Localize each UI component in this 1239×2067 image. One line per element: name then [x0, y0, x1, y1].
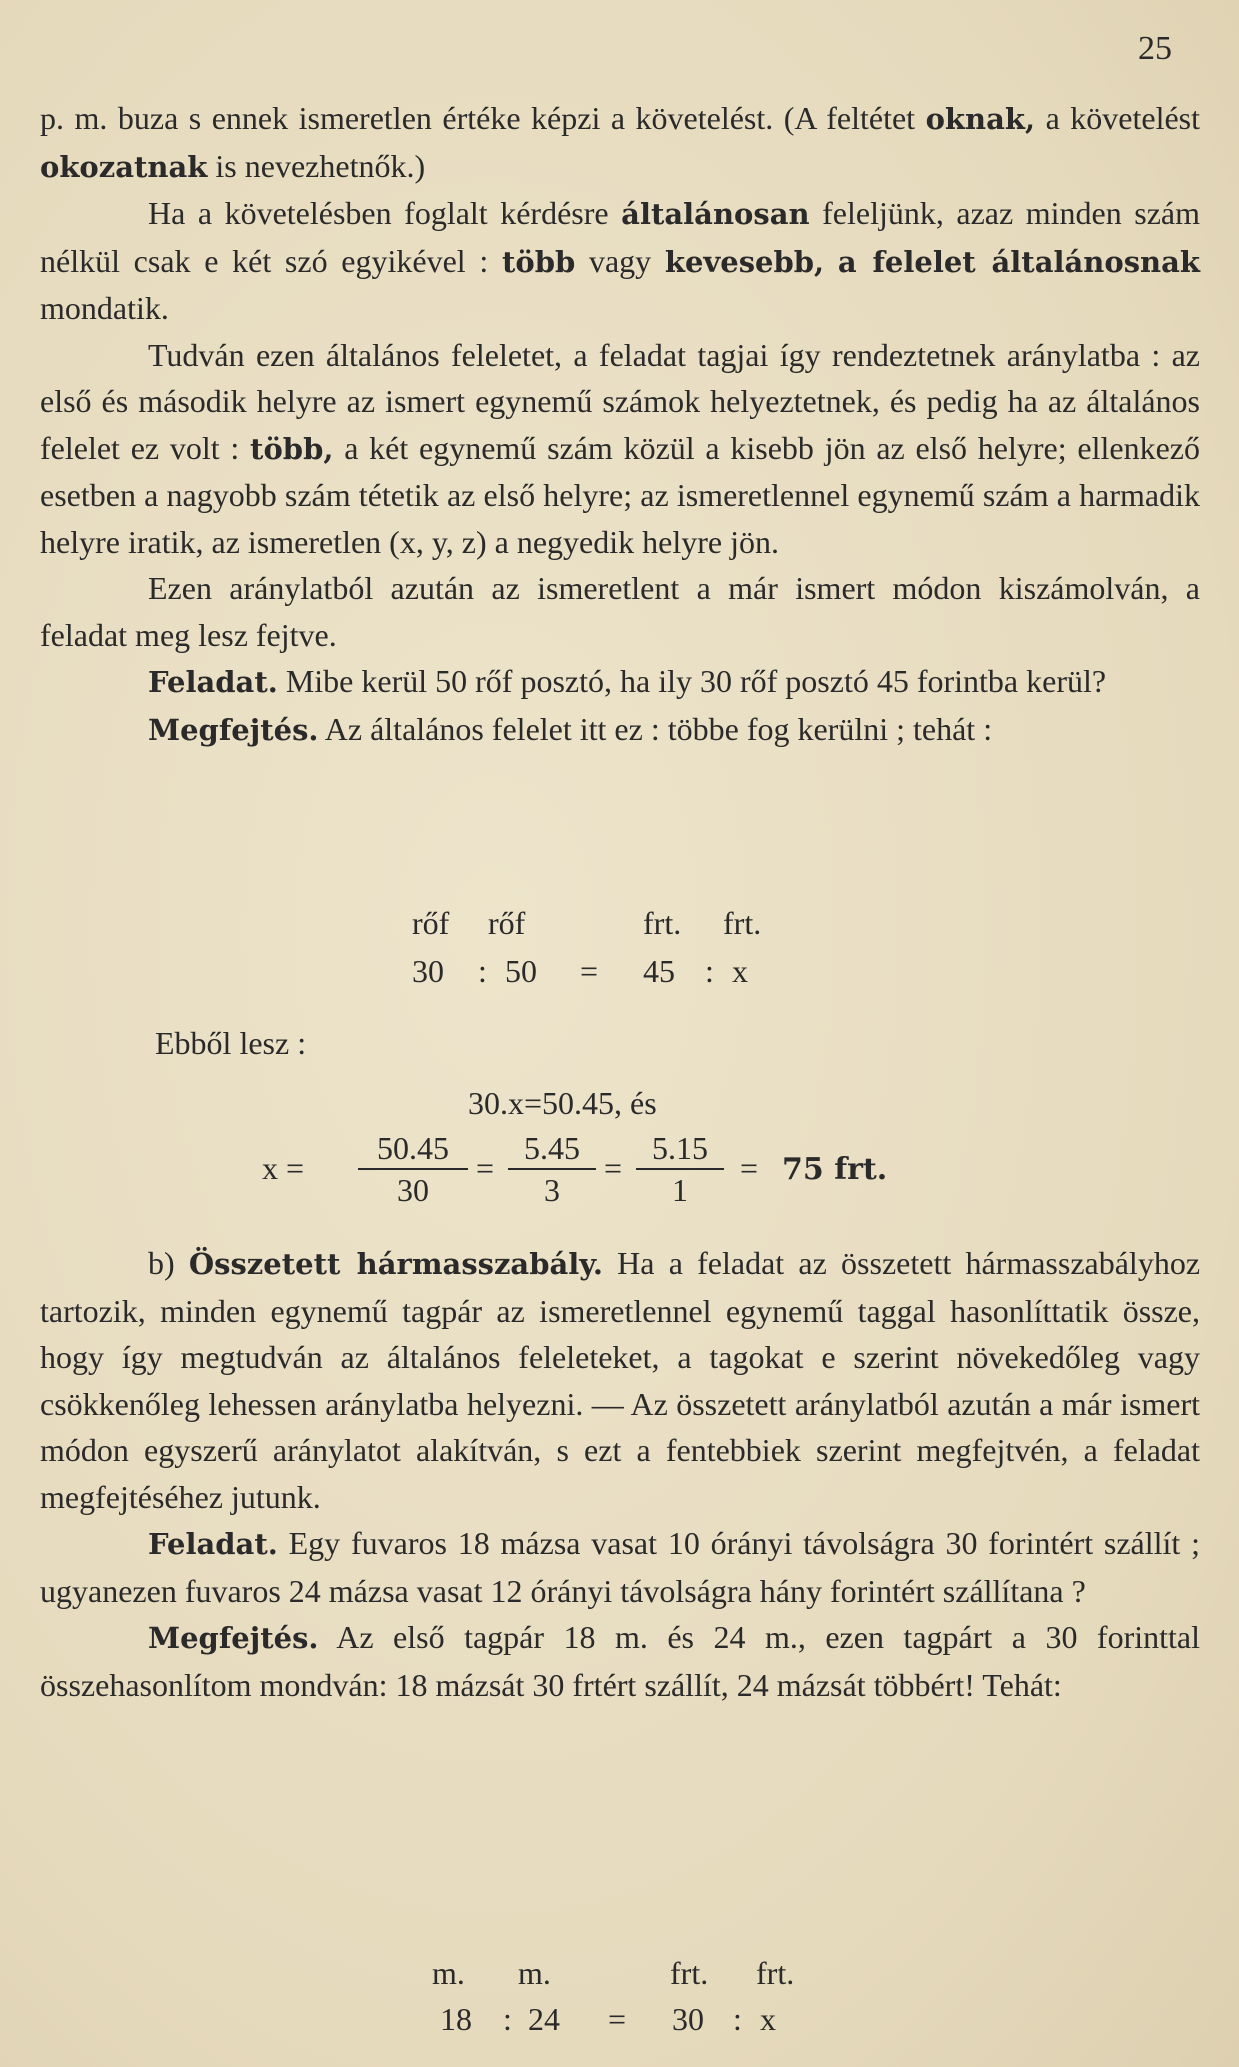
fraction-2: [508, 1128, 596, 1210]
fraction-1-numerator: 50.45: [358, 1128, 468, 1170]
ratio-1-unit-3: frt.: [643, 905, 682, 941]
ratio-2-unit-3: frt.: [670, 1955, 709, 1991]
equation-2-equals-a: =: [476, 1150, 495, 1186]
ratio-2-unit-1: m.: [432, 1955, 465, 1991]
ratio-2: [40, 1955, 1200, 2050]
equation-2: [40, 1128, 1200, 1223]
body-text-bottom: [40, 1240, 1200, 1708]
fraction-3: [636, 1128, 724, 1210]
paragraph-8-feladat: Feladat. Egy fuvaros 18 mázsa vasat 10 órányi távolságra 30 forintért szállít ; ugyanezen fuvaros 24 mázsa vasat 12 órányi távolságra hány forintért szállítana ?: [40, 1525, 1200, 1609]
equation-1: [40, 1085, 1200, 1131]
fraction-1-denominator: 30: [397, 1172, 429, 1208]
ratio-2-term-1: 18: [440, 2001, 472, 2037]
ratio-2-term-2: 24: [528, 2001, 560, 2037]
ratio-1: [40, 905, 1200, 995]
ratio-2-equals: =: [608, 2001, 627, 2037]
paragraph-4: Ezen aránylatból azután az ismeretlent a már ismert módon kiszámolván, a feladat meg lesz fejtve.: [40, 570, 1200, 653]
ratio-1-colon-2: :: [705, 953, 714, 989]
fraction-2-denominator: 3: [544, 1172, 560, 1208]
fraction-2-numerator: 5.45: [508, 1128, 596, 1170]
ratio-1-colon-1: :: [478, 953, 487, 989]
paragraph-9-megfejtes: Megfejtés. Az első tagpár 18 m. és 24 m., ezen tagpárt a 30 forinttal összehasonlítom mondván: 18 mázsát 30 frtért szállít, 24 mázsát többért! Tehát:: [40, 1619, 1200, 1703]
page-number: 25: [1138, 30, 1172, 67]
equation-2-equals-b: =: [604, 1150, 623, 1186]
fraction-3-denominator: 1: [672, 1172, 688, 1208]
ratio-2-unit-2: m.: [518, 1955, 551, 1991]
ratio-1-term-1: 30: [412, 953, 444, 989]
ratio-2-term-4: x: [760, 2001, 776, 2037]
paragraph-3: Tudván ezen általános feleletet, a feladat tagjai így rendeztetnek aránylatba : az első és második helyre az ismert egynemű számok helyeztetnek, és pedig ha az általános felelet ez volt : több, a két egynemű szám közül a kisebb jön az első helyre; ellenkező esetben a nagyobb szám tétetik az első helyre; az ismeretlennel egynemű szám a harmadik helyre iratik, az ismeretlen (x, y, z) a negyedik helyre jön.: [40, 336, 1200, 560]
ratio-1-term-4: x: [732, 953, 748, 989]
ratio-1-unit-4: frt.: [723, 905, 762, 941]
ratio-2-term-3: 30: [672, 2001, 704, 2037]
ratio-2-unit-4: frt.: [756, 1955, 795, 1991]
ratio-2-colon-2: :: [733, 2001, 742, 2037]
ebbol-lesz: Ebből lesz :: [155, 1025, 307, 1061]
equation-2-result: 75 frt.: [782, 1152, 888, 1187]
ratio-1-unit-1: rőf: [412, 905, 450, 941]
equation-2-lhs: x =: [262, 1150, 305, 1186]
book-page: [40, 0, 1200, 2067]
ratio-1-equals: =: [580, 953, 599, 989]
paragraph-7-osszetett: b) Összetett hármasszabály. Ha a feladat az összetett hármasszabályhoz tartozik, minden egynemű tagpár az ismeretlennel egynemű taggal hasonlíttatik össze, hogy így megtudván az általános feleleteket, a tagokat e szerint növekedőleg vagy csökkenőleg lehessen aránylatba helyezni. — Az összetett aránylatból azután a már ismert módon egyszerű aránylatot alakítván, s ezt a fentebbiek szerint megfejtvén, a feladat megfejtéséhez jutunk.: [40, 1245, 1201, 1515]
fraction-1: [358, 1128, 468, 1210]
paragraph-1: p. m. buza s ennek ismeretlen értéke képzi a követelést. (A feltétet oknak, a követelést okozatnak is nevezhetnők.): [40, 100, 1200, 184]
paragraph-5-feladat: Feladat. Mibe kerül 50 rőf posztó, ha ily 30 rőf posztó 45 forintba kerül?: [148, 663, 1107, 699]
ebbol-lesz-line: [40, 1025, 1200, 1071]
ratio-2-colon-1: :: [503, 2001, 512, 2037]
equation-2-equals-c: =: [740, 1150, 759, 1186]
fraction-3-numerator: 5.15: [636, 1128, 724, 1170]
ratio-1-term-3: 45: [643, 953, 675, 989]
paragraph-6-megfejtes: Megfejtés. Az általános felelet itt ez : többe fog kerülni ; tehát :: [148, 710, 993, 747]
body-text-top: [40, 95, 1200, 753]
ratio-1-unit-2: rőf: [488, 905, 526, 941]
equation-1-text: 30.x=50.45, és: [468, 1085, 657, 1121]
ratio-1-term-2: 50: [505, 953, 537, 989]
paragraph-2: Ha a követelésben foglalt kérdésre általánosan feleljünk, azaz minden szám nélkül csak e két szó egyikével : több vagy kevesebb, a felelet általánosnak mondatik.: [40, 195, 1201, 326]
